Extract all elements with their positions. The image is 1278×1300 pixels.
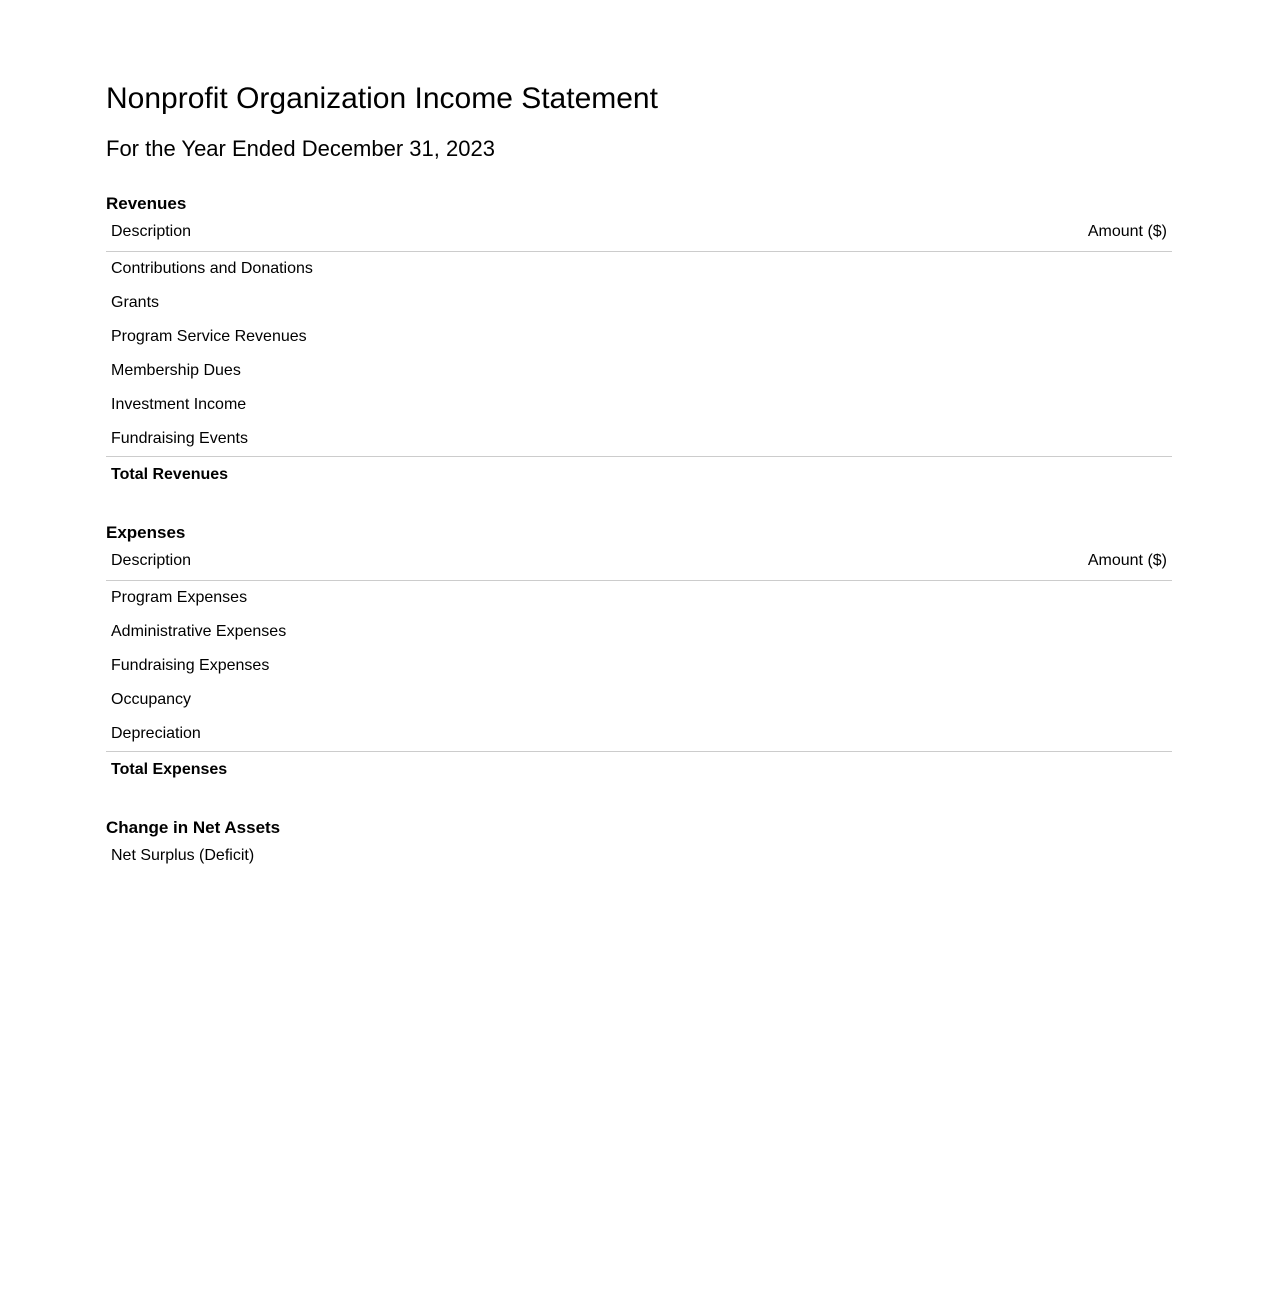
total-expenses-label: Total Expenses (111, 761, 228, 778)
table-row (106, 388, 1172, 422)
page-title: Nonprofit Organization Income Statement (106, 82, 658, 115)
table-row (106, 252, 1172, 287)
revenues-header-row (106, 214, 1172, 252)
row-description: Fundraising Events (106, 422, 952, 457)
row-amount (952, 717, 1172, 752)
revenues-table (106, 214, 1172, 493)
table-row (106, 320, 1172, 354)
net-surplus-row (106, 838, 1172, 874)
change-in-net-assets-section (106, 818, 1172, 874)
row-amount (952, 683, 1172, 717)
row-amount (952, 388, 1172, 422)
row-description: Membership Dues (111, 362, 241, 379)
row-amount (952, 615, 1172, 649)
total-expenses-row (106, 752, 1172, 789)
row-amount (952, 320, 1172, 354)
expenses-heading: Expenses (106, 523, 186, 542)
page-subtitle: For the Year Ended December 31, 2023 (106, 136, 495, 161)
row-description: Investment Income (111, 396, 247, 413)
total-expenses-amount (952, 752, 1172, 789)
net-surplus-label: Net Surplus (Deficit) (111, 847, 255, 864)
description-column-header: Description (106, 214, 952, 252)
description-column-header: Description (106, 543, 952, 581)
row-description: Occupancy (111, 691, 192, 708)
amount-column-header: Amount ($) (952, 214, 1172, 252)
table-row (106, 717, 1172, 752)
revenues-heading: Revenues (106, 194, 187, 213)
total-revenues-label: Total Revenues (111, 466, 229, 483)
table-row (106, 354, 1172, 388)
row-amount (952, 354, 1172, 388)
total-revenues-amount (952, 457, 1172, 494)
table-row (106, 683, 1172, 717)
revenues-section (106, 194, 1172, 493)
row-amount (952, 286, 1172, 320)
row-amount (952, 252, 1172, 287)
row-description: Contributions and Donations (111, 260, 313, 277)
row-description: Program Expenses (111, 589, 248, 606)
table-row (106, 615, 1172, 649)
table-row (106, 422, 1172, 457)
row-description: Program Service Revenues (111, 328, 307, 345)
amount-column-header: Amount ($) (952, 543, 1172, 581)
row-description: Grants (111, 294, 160, 311)
table-row (106, 286, 1172, 320)
expenses-header-row (106, 543, 1172, 581)
table-row (106, 649, 1172, 683)
row-amount (952, 649, 1172, 683)
change-in-net-assets-heading: Change in Net Assets (106, 818, 281, 837)
row-description: Depreciation (106, 717, 952, 752)
row-description: Fundraising Expenses (111, 657, 270, 674)
row-amount (952, 581, 1172, 616)
row-description: Administrative Expenses (111, 623, 287, 640)
expenses-section (106, 523, 1172, 788)
row-amount (952, 422, 1172, 457)
table-row (106, 581, 1172, 616)
total-revenues-row (106, 457, 1172, 494)
expenses-table (106, 543, 1172, 788)
